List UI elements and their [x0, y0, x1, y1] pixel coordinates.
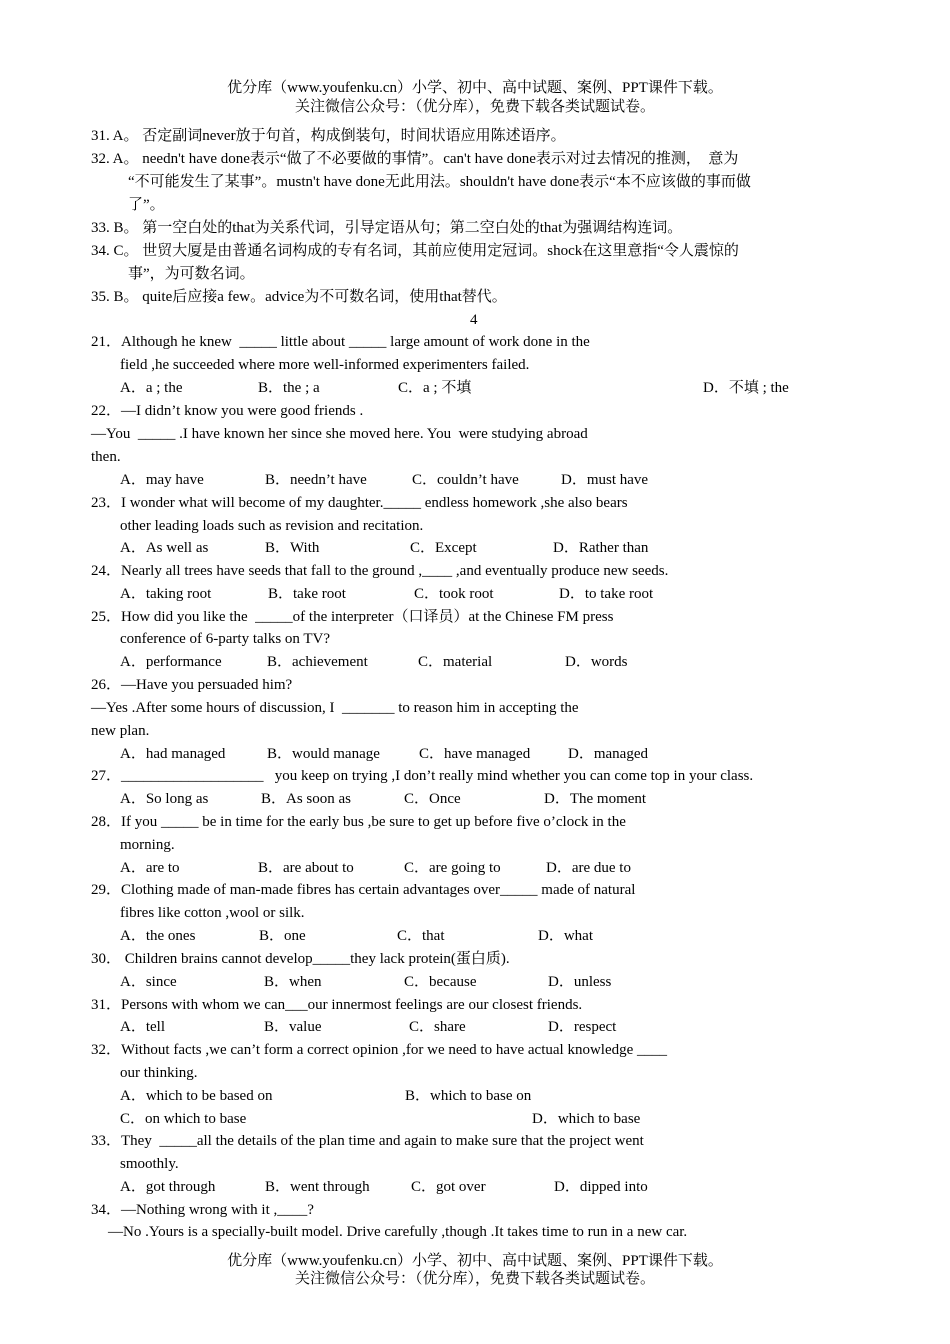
- question-26-line-2: —Yes .After some hours of discussion, I _______ to reason him in accepting the: [91, 700, 579, 716]
- option-a[interactable]: A．taking root: [120, 586, 212, 602]
- question-32-line-2: our thinking.: [120, 1065, 198, 1081]
- question-text: Without facts ,we can’t form a correct opinion ,for we need to have actual knowledge ____: [121, 1042, 668, 1058]
- option-a[interactable]: A．got through: [120, 1179, 216, 1195]
- question-34-line-2: —No .Yours is a specially-built model. Drive carefully ,though .It takes time to run in a new car.: [108, 1224, 688, 1240]
- option-c[interactable]: C．on which to base: [120, 1111, 247, 1127]
- option-a[interactable]: A．may have: [120, 472, 204, 488]
- option-d[interactable]: D．which to base: [532, 1111, 641, 1127]
- question-21-line-2: field ,he succeeded where more well-informed experimenters failed.: [120, 357, 530, 373]
- footer-line-1: 优分库（www.youfenku.cn）小学、初中、高中试题、案例、PPT课件下载。: [227, 1253, 723, 1269]
- option-b[interactable]: B．needn’t have: [265, 472, 367, 488]
- question-text: Nearly all trees have seeds that fall to the ground ,____ ,and eventually produce new seeds.: [121, 563, 669, 579]
- option-a[interactable]: A．a ; the: [120, 380, 183, 396]
- option-c[interactable]: C．got over: [411, 1179, 486, 1195]
- question-text: Although he knew _____ little about _____ large amount of work done in the: [121, 334, 590, 350]
- question-text: If you _____ be in time for the early bus ,be sure to get up before five o’clock in the: [121, 814, 626, 830]
- option-d[interactable]: D．respect: [548, 1019, 617, 1035]
- option-a[interactable]: A．As well as: [120, 540, 209, 556]
- section-number: 4: [470, 312, 478, 328]
- question-28-line-2: morning.: [120, 837, 175, 853]
- question-33: [91, 1131, 644, 1151]
- answer-32-line-1: 32. A。 needn't have done表示“做了不必要做的事情”。can't have done表示对过去情况的推测， 意为: [91, 151, 739, 167]
- question-23-line-2: other leading loads such as revision and recitation.: [120, 518, 424, 534]
- header-line-1: 优分库（www.youfenku.cn）小学、初中、高中试题、案例、PPT课件下载。: [227, 80, 723, 96]
- option-d[interactable]: D．managed: [568, 746, 648, 762]
- answer-32-line-3: 了”。: [128, 197, 165, 213]
- option-b[interactable]: B．take root: [268, 586, 346, 602]
- option-c[interactable]: C．have managed: [419, 746, 531, 762]
- option-d[interactable]: D．are due to: [546, 860, 631, 876]
- question-text: They _____all the details of the plan time and again to make sure that the project went: [121, 1133, 644, 1149]
- option-a[interactable]: A．since: [120, 974, 177, 990]
- question-text: Children brains cannot develop_____they lack protein(蛋白质).: [121, 951, 510, 967]
- option-d[interactable]: D．The moment: [544, 791, 647, 807]
- option-c[interactable]: C．share: [409, 1019, 466, 1035]
- question-24: [91, 561, 668, 581]
- question-text: How did you like the _____of the interpreter（口译员）at the Chinese FM press: [121, 609, 614, 625]
- footer-line-2: 关注微信公众号：（优分库），免费下载各类试题试卷。: [294, 1271, 655, 1287]
- question-number: 22．: [91, 403, 122, 419]
- question-text: —Have you persuaded him?: [121, 677, 293, 693]
- option-b[interactable]: B．went through: [265, 1179, 370, 1195]
- question-21: [91, 332, 590, 352]
- question-text: ___________________ you keep on trying ,I don’t really mind whether you can come top in your class.: [121, 768, 754, 784]
- option-c[interactable]: C．material: [418, 654, 493, 670]
- question-34: [91, 1200, 314, 1220]
- option-d[interactable]: D．dipped into: [554, 1179, 648, 1195]
- answer-31: 31. A。 否定副词never放于句首，构成倒装句，时间状语应用陈述语序。: [91, 128, 566, 144]
- option-c[interactable]: C．couldn’t have: [412, 472, 519, 488]
- option-c[interactable]: C．that: [397, 928, 445, 944]
- question-number: 26．: [91, 677, 122, 693]
- question-33-line-2: smoothly.: [120, 1156, 179, 1172]
- question-27: [91, 766, 753, 786]
- option-c[interactable]: C．Once: [404, 791, 461, 807]
- question-text: Persons with whom we can___our innermost feelings are our closest friends.: [121, 997, 583, 1013]
- option-a[interactable]: A．tell: [120, 1019, 165, 1035]
- option-d[interactable]: D．Rather than: [553, 540, 649, 556]
- option-a[interactable]: A．the ones: [120, 928, 196, 944]
- option-b[interactable]: B．value: [264, 1019, 322, 1035]
- header-line-2: 关注微信公众号：（优分库），免费下载各类试题试卷。: [294, 99, 655, 115]
- question-22-line-2: —You _____ .I have known her since she moved here. You were studying abroad: [91, 426, 588, 442]
- answer-34-line-1: 34. C。 世贸大厦是由普通名词构成的专有名词，其前应使用定冠词。shock在这里意指“令人震惊的: [91, 243, 739, 259]
- answer-33: 33. B。 第一空白处的that为关系代词，引导定语从句；第二空白处的that为强调结构连词。: [91, 220, 683, 236]
- question-text: Clothing made of man-made fibres has certain advantages over_____ made of natural: [121, 882, 636, 898]
- question-26: [91, 675, 292, 695]
- option-d[interactable]: D．不填 ; the: [703, 380, 789, 396]
- question-25: [91, 607, 613, 627]
- question-number: 25．: [91, 609, 122, 625]
- option-b[interactable]: B．the ; a: [258, 380, 320, 396]
- question-28: [91, 812, 626, 832]
- question-text: —I didn’t know you were good friends .: [121, 403, 364, 419]
- question-text: I wonder what will become of my daughter._____ endless homework ,she also bears: [121, 495, 628, 511]
- question-32: [91, 1040, 667, 1060]
- answer-34-line-2: 事”，为可数名词。: [128, 266, 255, 282]
- question-number: 28．: [91, 814, 122, 830]
- option-d[interactable]: D．words: [565, 654, 628, 670]
- option-c[interactable]: C．are going to: [404, 860, 501, 876]
- question-26-line-3: new plan.: [91, 723, 150, 739]
- option-a[interactable]: A．are to: [120, 860, 180, 876]
- option-b[interactable]: B．would manage: [267, 746, 380, 762]
- question-22-line-3: then.: [91, 449, 121, 465]
- option-b[interactable]: B．With: [265, 540, 320, 556]
- option-b[interactable]: B．achievement: [267, 654, 368, 670]
- question-number: 33．: [91, 1133, 122, 1149]
- question-29: [91, 880, 635, 900]
- option-a[interactable]: A．had managed: [120, 746, 226, 762]
- option-a[interactable]: A．So long as: [120, 791, 209, 807]
- option-a[interactable]: A．which to be based on: [120, 1088, 273, 1104]
- question-number: 24．: [91, 563, 122, 579]
- option-b[interactable]: B．one: [259, 928, 306, 944]
- question-text: —Nothing wrong with it ,____?: [121, 1202, 314, 1218]
- option-c[interactable]: C．a ; 不填: [398, 380, 472, 396]
- question-30: [91, 949, 510, 969]
- option-b[interactable]: B．when: [264, 974, 322, 990]
- option-d[interactable]: D．unless: [548, 974, 612, 990]
- question-number: 29．: [91, 882, 122, 898]
- answer-35: 35. B。 quite后应接a few。advice为不可数名词，使用that替代。: [91, 289, 507, 305]
- option-c[interactable]: C．took root: [414, 586, 494, 602]
- question-number: 32．: [91, 1042, 122, 1058]
- option-b[interactable]: B．are about to: [258, 860, 354, 876]
- option-c[interactable]: C．Except: [410, 540, 477, 556]
- question-number: 31．: [91, 997, 122, 1013]
- option-c[interactable]: C．because: [404, 974, 477, 990]
- question-number: 23．: [91, 495, 122, 511]
- option-b[interactable]: B．As soon as: [261, 791, 352, 807]
- question-31: [91, 995, 582, 1015]
- question-29-line-2: fibres like cotton ,wool or silk.: [120, 905, 305, 921]
- question-number: 34．: [91, 1202, 122, 1218]
- option-d[interactable]: D．what: [538, 928, 593, 944]
- question-number: 30．: [91, 951, 122, 967]
- option-a[interactable]: A．performance: [120, 654, 222, 670]
- question-number: 27．: [91, 768, 122, 784]
- question-number: 21．: [91, 334, 122, 350]
- option-d[interactable]: D．must have: [561, 472, 649, 488]
- question-25-line-2: conference of 6-party talks on TV?: [120, 631, 331, 647]
- answer-32-line-2: “不可能发生了某事”。mustn't have done无此用法。shouldn't have done表示“本不应该做的事而做: [128, 174, 751, 190]
- question-22: [91, 401, 363, 421]
- option-b[interactable]: B．which to base on: [405, 1088, 532, 1104]
- question-23: [91, 493, 628, 513]
- option-d[interactable]: D．to take root: [559, 586, 654, 602]
